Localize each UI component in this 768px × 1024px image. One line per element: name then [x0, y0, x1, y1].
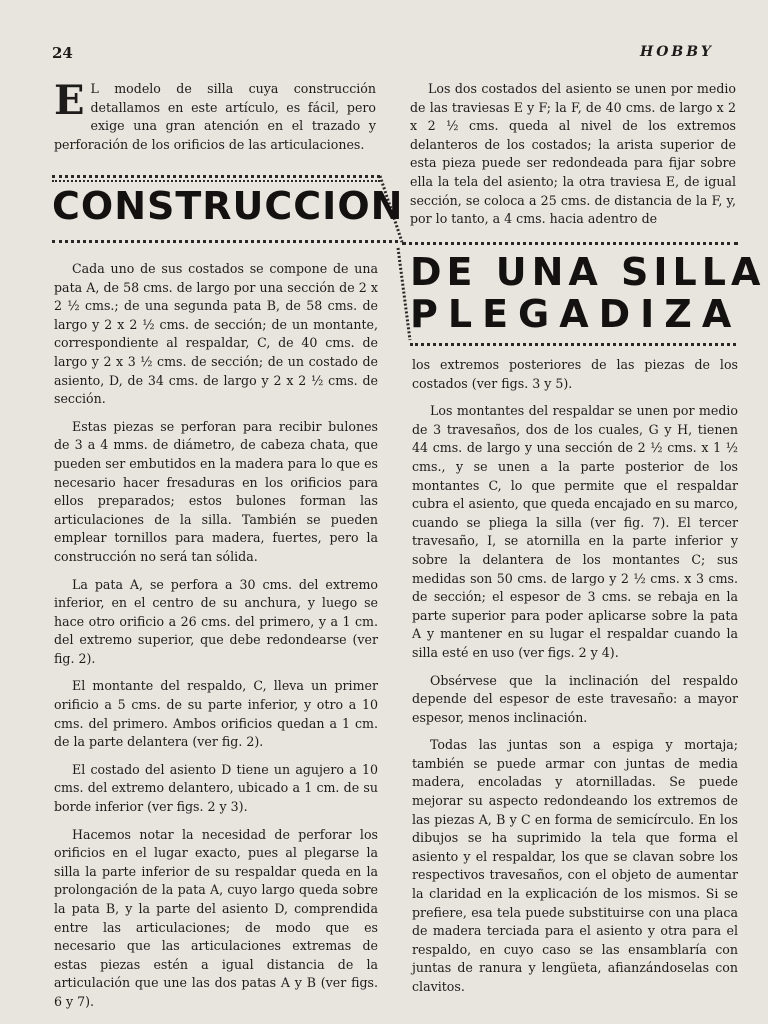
title-rule-right-top [402, 242, 738, 245]
right-column-top [410, 80, 736, 238]
magazine-name: HOBBY [640, 44, 714, 60]
paragraph: Todas las juntas son a espiga y mortaja; también se puede armar con juntas de media madera, encoladas y atornilladas. Se puede mejorar su aspecto redondeando los extremos de las piezas A, B y C en forma de semicírculo. En los dibujos se ha suprimido la tela que forma el asiento y el respaldar, los que se clavan sobre los respectivos travesaños, con el objeto de aumentar la claridad en la explicación de los mismos. Si se prefiere, esa tela puede substituirse con una placa de madera terciada para el asiento y otra para el respaldo, en cuyo caso se las ensamblaría con juntas de ranura y lengüeta, afianzándoselas con clavitos. [412, 737, 738, 994]
paragraph: Los montantes del respaldar se unen por medio de 3 travesaños, dos de los cuales, G y H, tienen 44 cms. de largo y una sección de 2 ½ cms. x 1 ½ cms., y se unen a la parte posterior de los montantes C, lo que permite que el respaldar cubra el asiento, que queda encajado en su marco, cuando se pliega la silla (ver fig. 7). El tercer travesaño, I, se atornilla en la parte inferior y sobre la delantera de los montantes C; sus medidas son 50 cms. de largo y 2 ½ cms. x 3 cms. de sección; el espesor de 3 cms. se rebaja en la parte superior para poder aplicarse sobre la pata A y mantener en su lugar el respaldar cuando la silla esté en uso (ver figs. 2 y 4). [412, 403, 738, 660]
page-number: 24 [52, 44, 73, 62]
paragraph: Estas piezas se perforan para recibir bulones de 3 a 4 mms. de diámetro, de cabeza chata, que pueden ser embutidos en la madera para lo que es necesario hacer fresaduras en los orificios para ellos preparados; estos bulones forman las articulaciones de la silla. También se pueden emplear tornillos para madera, fuertes, pero la construcción no será tan sólida. [54, 418, 378, 564]
drop-cap: E [54, 77, 85, 124]
title-rule-bottom [52, 240, 398, 243]
paragraph: Cada uno de sus costados se compone de una pata A, de 58 cms. de largo por una sección de 2 x 2 ½ cms.; de una segunda pata B, de 58 cms. de largo y 2 x 2 ½ cms. de sección; de un montante, correspondiente al respaldar, C, de 40 cms. de largo y 2 x 3 ½ cms. de sección; de un costado de asiento, D, de 34 cms. de largo y 2 x 2 ½ cms. de sección. [54, 261, 378, 407]
right-column [412, 356, 738, 1006]
intro-text: L modelo de silla cuya construcción detallamos en este artículo, es fácil, pero exige una gran atención en el trazado y perforación de los orificios de las articulaciones. [54, 81, 376, 152]
paragraph: los extremos posteriores de las piezas de los costados (ver figs. 3 y 5). [412, 357, 738, 391]
title-line-3: PLEGADIZA [410, 292, 742, 336]
intro-paragraph [54, 77, 376, 163]
paragraph: La pata A, se perfora a 30 cms. del extremo inferior, en el centro de su anchura, y luego se hace otro orificio a 26 cms. del primero, y a 1 cm. del extremo superior, que debe redondearse (ver fig. 2). [54, 576, 378, 666]
paragraph: Hacemos notar la necesidad de perforar los orificios en el lugar exacto, pues al plegarse la silla la parte inferior de su respaldar queda en la prolongación de la pata A, cuyo largo queda sobre la pata B, y la parte del asiento D, comprendida entre las articulaciones; de modo que es necesario que las articulaciones extremas de estas piezas estén a igual distancia de la articulación que une las dos patas A y B (ver figs. 6 y 7). [54, 826, 378, 1009]
paragraph: El costado del asiento D tiene un agujero a 10 cms. del extremo delantero, ubicado a 1 cm. de su borde inferior (ver figs. 2 y 3). [54, 761, 378, 815]
title-rule-top-inner [52, 180, 380, 182]
left-column [54, 260, 378, 1021]
title-rule-top [52, 175, 380, 178]
title-line-1: CONSTRUCCION [52, 184, 404, 228]
paragraph: Los dos costados del asiento se unen por medio de las traviesas E y F; la F, de 40 cms. de largo x 2 x 2 ½ cms. queda al nivel de los extremos delanteros de los costados; la arista superior de esta pieza puede ser redondeada para fijar sobre ella la tela del asiento; la otra traviesa E, de igual sección, se coloca a 25 cms. de distancia de la F, y, por lo tanto, a 4 cms. hacia adentro de [410, 81, 736, 227]
title-line-2: DE UNA SILLA [410, 250, 766, 294]
paragraph: Obsérvese que la inclinación del respaldo depende del espesor de este travesaño: a mayor espesor, menos inclinación. [412, 672, 738, 725]
title-rule-right-bottom [410, 343, 736, 346]
paragraph: El montante del respaldo, C, lleva un primer orificio a 5 cms. de su parte inferior, y otro a 10 cms. del primero. Ambos orificios quedan a 1 cm. de la parte delantera (ver fig. 2). [54, 678, 378, 750]
